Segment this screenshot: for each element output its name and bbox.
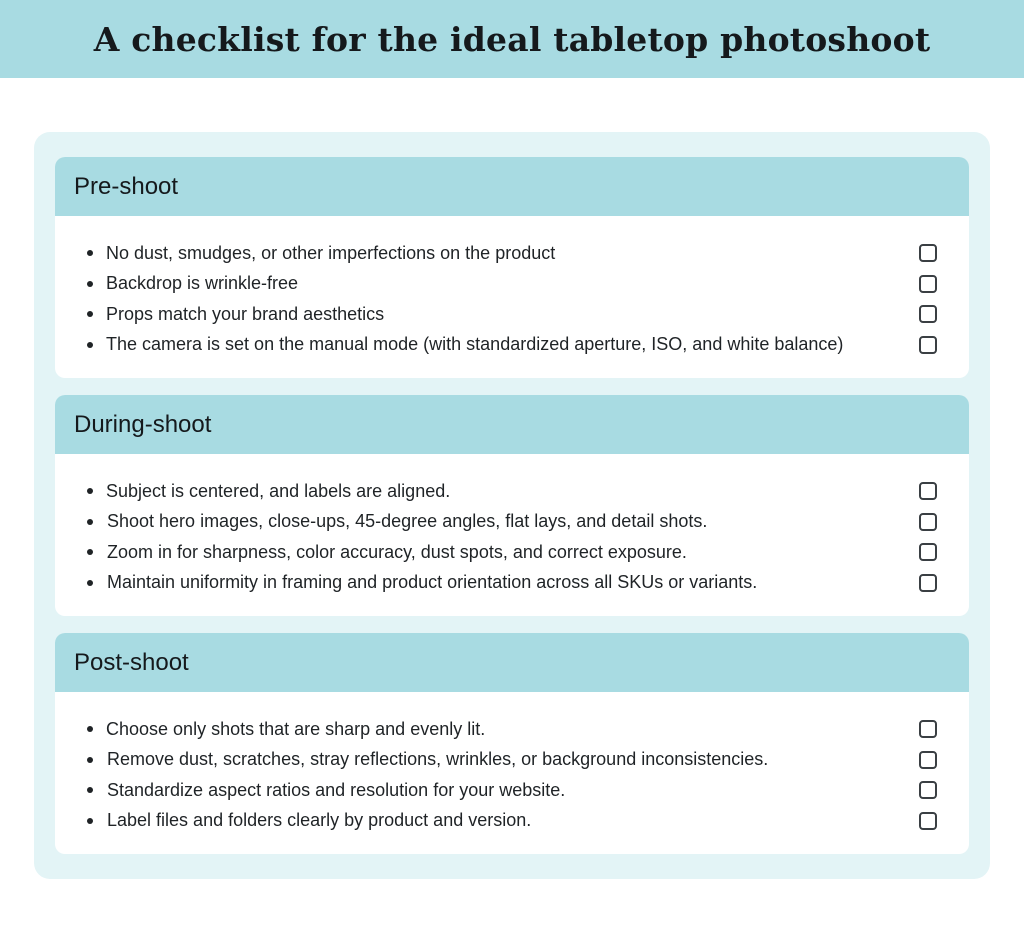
checkbox-icon[interactable] <box>919 751 937 769</box>
section-heading: Pre-shoot <box>74 172 179 200</box>
page-title: A checklist for the ideal tabletop photoshoot <box>93 19 931 59</box>
checklist-item <box>55 476 969 507</box>
checkbox-icon[interactable] <box>919 244 937 262</box>
bullet-dot-icon <box>87 757 93 763</box>
checklist <box>55 692 969 836</box>
checkbox-icon[interactable] <box>919 482 937 500</box>
checklist-panel <box>34 132 990 879</box>
bullet-dot-icon <box>87 726 93 732</box>
section-card-during-shoot <box>55 395 969 616</box>
checklist-item-text: Subject is centered, and labels are aligned. <box>106 480 451 501</box>
checklist-item-text: Remove dust, scratches, stray reflections, wrinkles, or background inconsistencies. <box>107 749 769 770</box>
checklist-item-text: Zoom in for sharpness, color accuracy, dust spots, and correct exposure. <box>107 541 687 562</box>
checkbox-icon[interactable] <box>919 336 937 354</box>
checklist-item-text: Choose only shots that are sharp and evenly lit. <box>106 718 486 739</box>
bullet-dot-icon <box>87 311 93 317</box>
bullet-dot-icon <box>87 250 93 256</box>
section-header <box>55 633 969 692</box>
bullet-dot-icon <box>87 281 93 287</box>
section-header <box>55 395 969 454</box>
checklist-item <box>55 568 969 599</box>
section-heading: Post-shoot <box>74 648 189 676</box>
checklist-item <box>55 507 969 538</box>
page-header <box>0 0 1024 78</box>
checkbox-icon[interactable] <box>919 543 937 561</box>
checkbox-icon[interactable] <box>919 275 937 293</box>
checklist-item-text: Maintain uniformity in framing and product orientation across all SKUs or variants. <box>107 572 758 593</box>
checklist-item-text: Backdrop is wrinkle-free <box>106 273 299 294</box>
checkbox-icon[interactable] <box>919 720 937 738</box>
bullet-dot-icon <box>87 580 93 586</box>
section-card-post-shoot <box>55 633 969 854</box>
bullet-dot-icon <box>87 488 93 494</box>
checkbox-icon[interactable] <box>919 305 937 323</box>
checkbox-icon[interactable] <box>919 574 937 592</box>
checklist-item-text: Standardize aspect ratios and resolution for your website. <box>107 779 566 800</box>
checklist-item-text: Props match your brand aesthetics <box>106 303 385 324</box>
checklist-item-text: Label files and folders clearly by product and version. <box>107 810 532 831</box>
section-card-pre-shoot <box>55 157 969 378</box>
checkbox-icon[interactable] <box>919 781 937 799</box>
bullet-dot-icon <box>87 818 93 824</box>
checklist-item <box>55 299 969 330</box>
bullet-dot-icon <box>87 342 93 348</box>
checklist-item <box>55 745 969 776</box>
section-heading: During-shoot <box>74 410 212 438</box>
checkbox-icon[interactable] <box>919 812 937 830</box>
checklist-item <box>55 775 969 806</box>
checklist-item <box>55 269 969 300</box>
bullet-dot-icon <box>87 549 93 555</box>
checklist-item <box>55 537 969 568</box>
checklist <box>55 216 969 360</box>
checklist-item-text: No dust, smudges, or other imperfections on the product <box>106 242 556 263</box>
checklist-item-text: Shoot hero images, close-ups, 45-degree angles, flat lays, and detail shots. <box>107 511 708 532</box>
bullet-dot-icon <box>87 787 93 793</box>
checkbox-icon[interactable] <box>919 513 937 531</box>
checklist-item <box>55 714 969 745</box>
checklist-item <box>55 238 969 269</box>
bullet-dot-icon <box>87 519 93 525</box>
checklist-item <box>55 330 969 361</box>
checklist-item-text: The camera is set on the manual mode (with standardized aperture, ISO, and white balance) <box>106 334 844 355</box>
checklist <box>55 454 969 598</box>
checklist-item <box>55 806 969 837</box>
section-header <box>55 157 969 216</box>
